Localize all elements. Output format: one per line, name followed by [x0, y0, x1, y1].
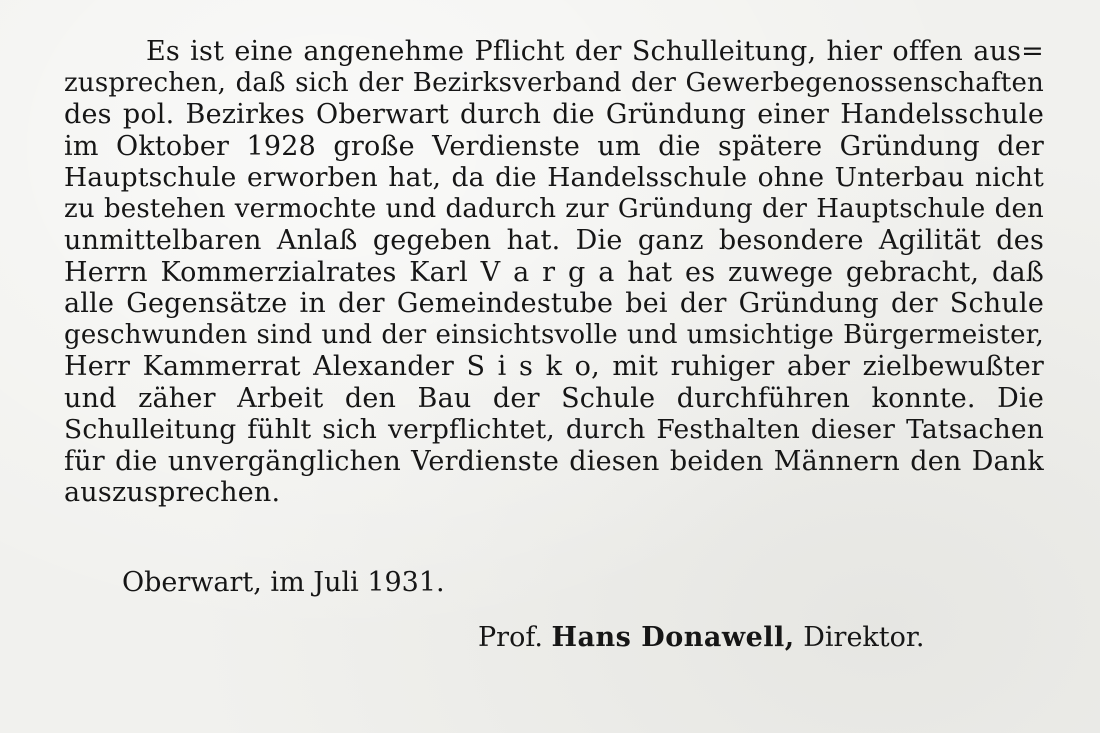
signature-name: Hans Donawell,	[551, 622, 795, 653]
text-line: zu bestehen vermochte und dadurch zur Gründung der Hauptschule den	[64, 193, 1044, 224]
text-line: auszusprechen.	[64, 477, 281, 508]
text-line: Hauptschule erworben hat, da die Handelsschule ohne Unterbau nicht	[64, 162, 1044, 193]
signature-prefix: Prof.	[478, 622, 543, 653]
place-date: Oberwart, im Juli 1931.	[122, 567, 445, 598]
text-line: des pol. Bezirkes Oberwart durch die Gründung einer Handelsschule	[64, 99, 1044, 130]
text-line: alle Gegensätze in der Gemeindestube bei der Gründung der Schule	[64, 288, 1044, 319]
text-line: zusprechen, daß sich der Bezirksverband der Gewerbegenossenschaften	[64, 67, 1044, 98]
signature-title: Direktor.	[803, 622, 925, 653]
text-line: unmittelbaren Anlaß gegeben hat. Die ganz besondere Agilität des	[64, 225, 1044, 256]
text-line: Schulleitung fühlt sich verpflichtet, durch Festhalten dieser Tatsachen	[64, 414, 1044, 445]
body-text	[64, 36, 1044, 509]
text-line: für die unvergänglichen Verdienste diesen beiden Männern den Dank	[64, 445, 1044, 477]
text-line: Herr Kammerrat Alexander S i s k o, mit ruhiger aber zielbewußter	[64, 351, 1044, 382]
text-line: Herrn Kommerzialrates Karl V a r g a hat es zuwege gebracht, daß	[64, 256, 1044, 288]
text-line: Es ist eine angenehme Pflicht der Schulleitung, hier offen aus=	[146, 36, 1044, 67]
text-line: im Oktober 1928 große Verdienste um die spätere Gründung der	[64, 130, 1044, 162]
signature-line	[478, 620, 924, 656]
text-line: und zäher Arbeit den Bau der Schule durchführen konnte. Die	[64, 382, 1044, 414]
text-line: geschwunden sind und der einsichtsvolle und umsichtige Bürgermeister,	[64, 319, 1044, 350]
